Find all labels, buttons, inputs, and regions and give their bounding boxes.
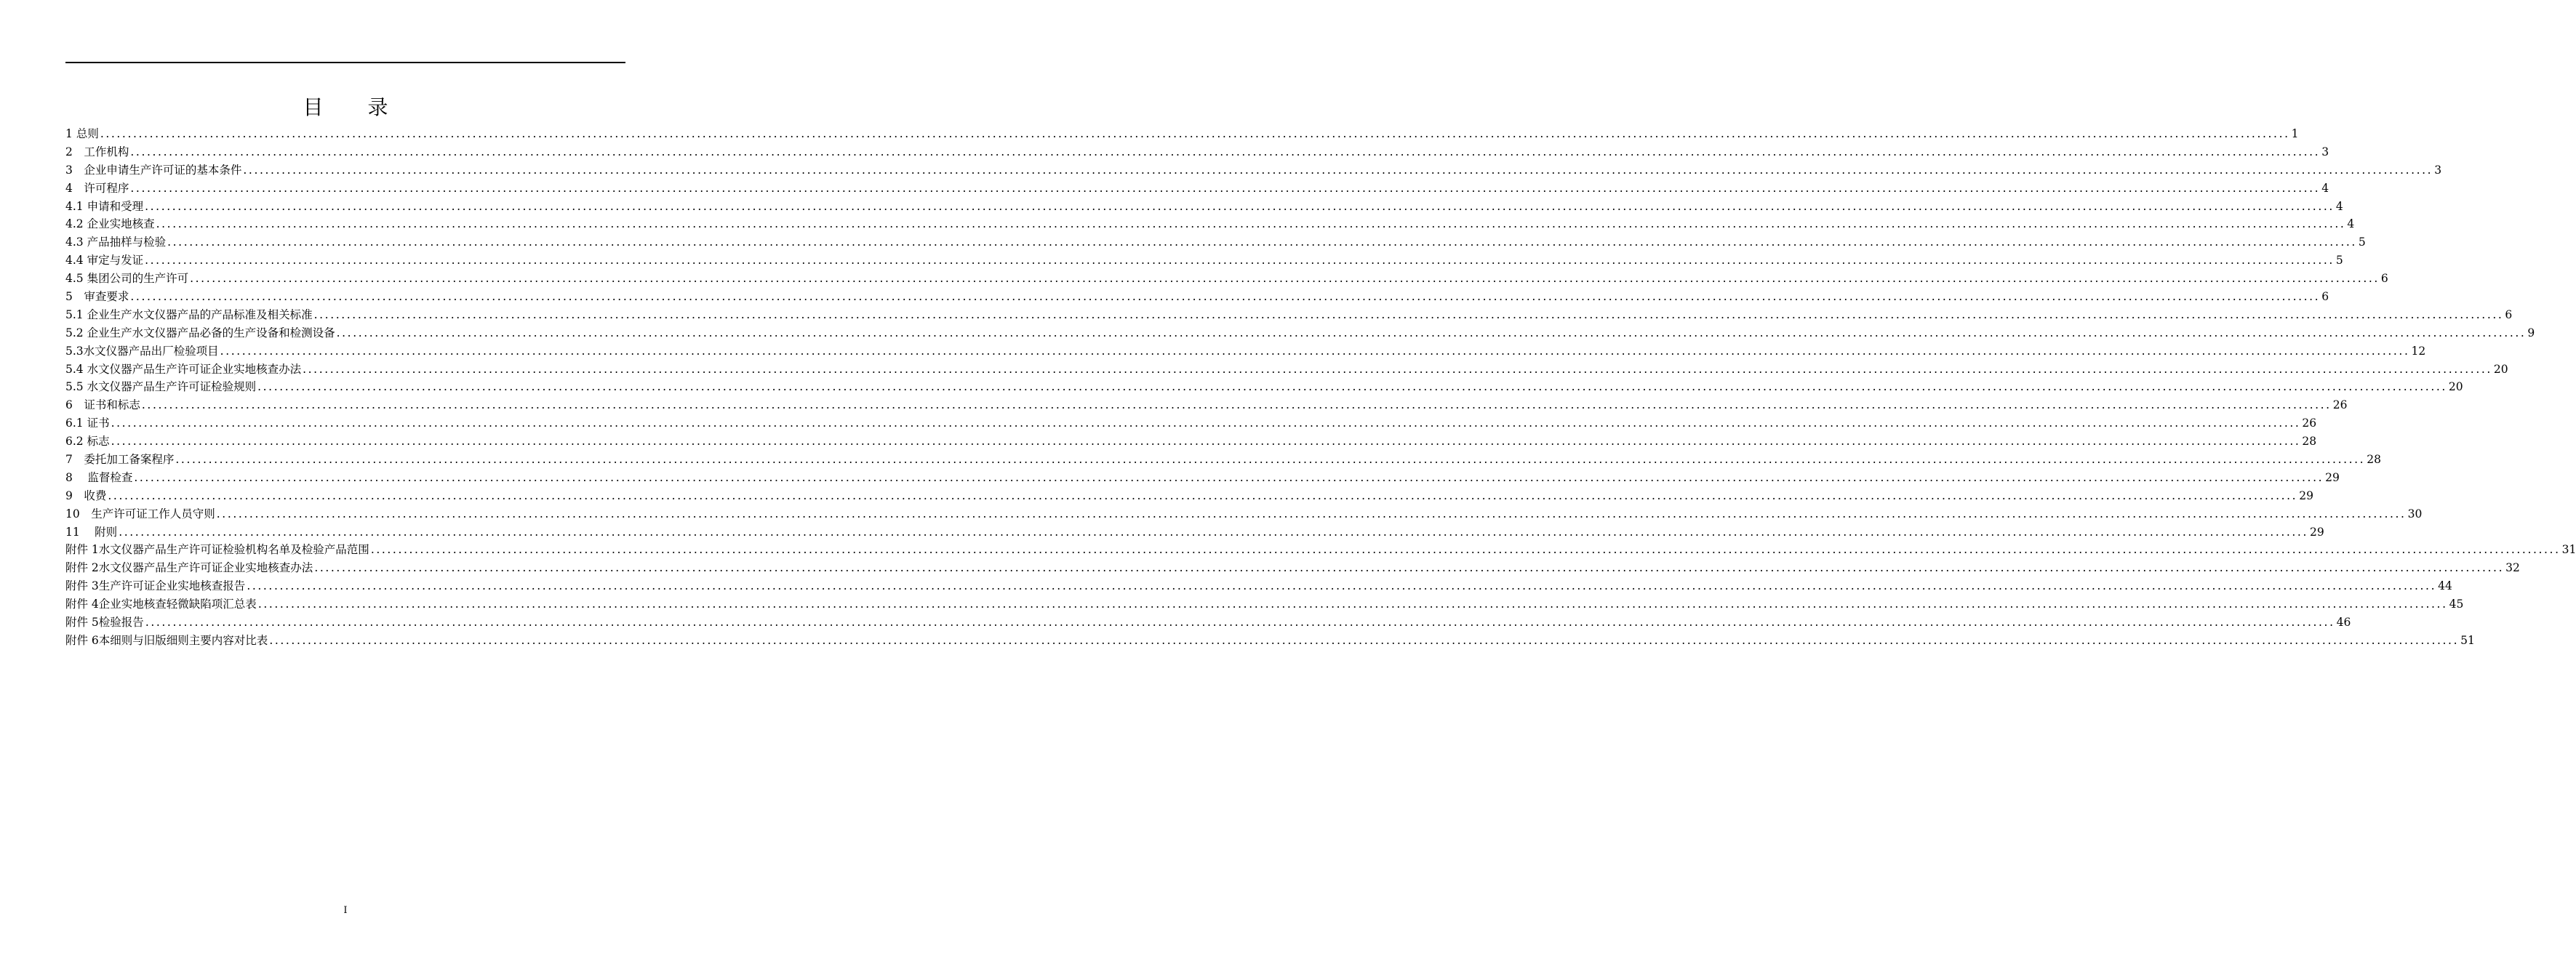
toc-entry[interactable] [65,342,2426,361]
toc-leader-dots: ................................................................................................................................................................................................................................................................................................................................................................................................................ [119,525,2308,539]
toc-entry-number: 4.1 [65,199,84,213]
toc-entry[interactable] [65,523,2324,542]
toc-entry-page: 20 [2448,380,2463,394]
toc-entry-number: 4.3 [65,236,84,249]
toc-entry-number: 5.4 [65,362,84,376]
toc-entry-number: 9 [65,488,73,502]
toc-leader-dots: ................................................................................................................................................................................................................................................................................................................................................................................................................ [269,633,2460,647]
toc-entry-number: 11 [65,525,80,539]
toc-leader-dots: ................................................................................................................................................................................................................................................................................................................................................................................................................ [220,344,2410,358]
toc-entry-label: 生产许可证工作人员守则 [91,507,215,520]
toc-entry[interactable] [65,361,2508,379]
toc-entry[interactable] [65,252,2343,270]
toc-entry-number: 5.3 [65,344,84,358]
toc-entry[interactable] [65,324,2535,342]
toc-entry-number: 5.1 [65,307,84,321]
toc-entry[interactable] [65,559,2520,577]
toc-leader-dots: ................................................................................................................................................................................................................................................................................................................................................................................................................ [243,163,2433,177]
toc-entry-label: 证书和标志 [84,398,140,412]
toc-entry-label: 产品抽样与检验 [87,236,167,249]
toc-entry-page: 32 [2505,561,2520,575]
toc-entry-label: 证书 [87,417,110,430]
toc-entry-page: 6 [2321,290,2329,304]
toc-leader-dots: ................................................................................................................................................................................................................................................................................................................................................................................................................ [314,561,2505,575]
toc-entry[interactable] [65,198,2343,216]
toc-entry-page: 26 [2302,417,2317,430]
toc-entry-number: 附件 6 [65,633,99,647]
toc-entry-page: 29 [2325,470,2340,484]
toc-entry-number: 7 [65,453,73,467]
toc-entry[interactable] [65,451,2381,469]
toc-entry-label: 监督检查 [87,470,133,484]
toc-entry[interactable] [65,632,2475,650]
toc-entry[interactable] [65,595,2464,614]
toc-entry-separator [73,396,84,414]
toc-entry-number: 附件 5 [65,616,99,630]
toc-leader-dots: ................................................................................................................................................................................................................................................................................................................................................................................................................ [313,307,2504,321]
toc-leader-dots: ................................................................................................................................................................................................................................................................................................................................................................................................................ [130,145,2321,158]
toc-entry-separator [73,288,84,306]
toc-entry-label: 标志 [87,435,110,449]
toc-entry-number: 附件 4 [65,598,99,611]
header-rule [65,62,625,63]
toc-entry-number: 附件 2 [65,561,99,575]
toc-entry-separator [80,523,95,542]
toc-leader-dots: ................................................................................................................................................................................................................................................................................................................................................................................................................ [134,470,2324,484]
toc-leader-dots: ................................................................................................................................................................................................................................................................................................................................................................................................................ [370,543,2561,557]
toc-entry-separator [73,469,87,487]
toc-entry-page: 12 [2411,344,2426,358]
toc-leader-dots: ................................................................................................................................................................................................................................................................................................................................................................................................................ [156,217,2346,231]
toc-entry-page: 30 [2407,507,2423,520]
toc-entry-label: 申请和受理 [87,199,144,213]
toc-entry-number: 6.2 [65,435,84,449]
toc-entry-page: 6 [2380,272,2388,286]
toc-entry[interactable] [65,505,2423,523]
toc-leader-dots: ................................................................................................................................................................................................................................................................................................................................................................................................................ [145,616,2335,630]
toc-entry[interactable] [65,180,2329,198]
toc-entry-label: 工作机构 [84,145,129,158]
toc-leader-dots: ................................................................................................................................................................................................................................................................................................................................................................................................................ [130,290,2321,304]
toc-entry-separator [73,143,84,161]
toc-entry-page: 28 [2302,435,2317,449]
toc-entry-number: 6 [65,398,73,412]
toc-entry[interactable] [65,614,2351,632]
toc-entry-page: 3 [2434,163,2442,177]
toc-entry-number: 附件 1 [65,543,99,557]
toc-entry-page: 1 [2291,127,2299,140]
toc-entry-number: 6.1 [65,417,84,430]
toc-entry[interactable] [65,469,2340,487]
toc-entry-label: 总则 [76,127,99,140]
toc-entry[interactable] [65,233,2366,252]
toc-leader-dots: ................................................................................................................................................................................................................................................................................................................................................................................................................ [257,380,2447,394]
toc-entry-label: 企业实地核查轻微缺陷项汇总表 [98,598,257,611]
toc-entry[interactable] [65,161,2442,180]
toc-leader-dots: ................................................................................................................................................................................................................................................................................................................................................................................................................ [303,362,2492,376]
toc-leader-dots: ................................................................................................................................................................................................................................................................................................................................................................................................................ [257,598,2448,611]
toc-entry[interactable] [65,125,2299,143]
toc-entry[interactable] [65,414,2317,433]
toc-entry[interactable] [65,541,2576,559]
toc-entry[interactable] [65,270,2388,288]
toc-entry[interactable] [65,487,2313,505]
toc-entry-label: 生产许可证企业实地核查报告 [98,579,246,593]
toc-entry-page: 5 [2358,236,2366,249]
toc-entry-page: 31 [2561,543,2576,557]
toc-entry-number: 4 [65,181,73,195]
toc-entry-label: 审查要求 [84,290,129,304]
toc-entry-page: 44 [2438,579,2452,593]
toc-leader-dots: ................................................................................................................................................................................................................................................................................................................................................................................................................ [145,254,2335,268]
toc-entry[interactable] [65,577,2452,595]
toc-entry-label: 检验报告 [98,616,144,630]
toc-entry-page: 9 [2527,326,2535,339]
toc-entry-page: 3 [2321,145,2329,158]
toc-entry-separator [80,505,92,523]
toc-entry-label: 水文仪器产品生产许可证企业实地核查办法 [87,362,302,376]
toc-entry-label: 收费 [84,488,107,502]
toc-entry-separator [73,487,84,505]
toc-entry-label: 集团公司的生产许可 [87,272,189,286]
toc-entry-number: 4.4 [65,254,84,268]
toc-entry-number: 5.2 [65,326,84,339]
toc-entry-number: 4.5 [65,272,84,286]
toc-entry-page: 46 [2336,616,2351,630]
toc-entry-number: 4.2 [65,217,84,231]
toc-entry-number: 5 [65,290,73,304]
toc-entry-page: 20 [2493,362,2508,376]
toc-entry-number: 2 [65,145,73,158]
toc-entry-page: 29 [2310,525,2324,539]
toc-entry-page: 5 [2335,254,2343,268]
toc-entry-page: 26 [2332,398,2348,412]
toc-entry[interactable] [65,306,2513,324]
toc-entry-label: 企业生产水文仪器产品必备的生产设备和检测设备 [87,326,335,339]
toc-entry-label: 委托加工备案程序 [84,453,175,467]
toc-leader-dots: ................................................................................................................................................................................................................................................................................................................................................................................................................ [141,398,2332,412]
toc-entry-page: 51 [2460,633,2475,647]
toc-entry-page: 6 [2505,307,2513,321]
toc-entry-label: 企业实地核查 [87,217,155,231]
toc-leader-dots: ................................................................................................................................................................................................................................................................................................................................................................................................................ [247,579,2437,593]
toc-entry[interactable] [65,288,2329,306]
toc-entry-label: 水文仪器产品生产许可证企业实地核查办法 [98,561,313,575]
toc-entry-label: 企业申请生产许可证的基本条件 [84,163,242,177]
toc-entry-page: 29 [2299,488,2313,502]
toc-entry-number: 10 [65,507,80,520]
toc-entry-page: 45 [2449,598,2464,611]
toc-entry-number: 附件 3 [65,579,99,593]
toc-entry-number: 1 [65,127,73,140]
toc-entry-page: 4 [2321,181,2329,195]
toc-leader-dots: ................................................................................................................................................................................................................................................................................................................................................................................................................ [216,507,2407,520]
toc-entry-number: 8 [65,470,73,484]
toc-leader-dots: ................................................................................................................................................................................................................................................................................................................................................................................................................ [175,453,2366,467]
toc-leader-dots: ................................................................................................................................................................................................................................................................................................................................................................................................................ [190,272,2380,286]
toc-entry[interactable] [65,215,2355,233]
toc-entry-label: 本细则与旧版细则主要内容对比表 [98,633,268,647]
toc-entry[interactable] [65,378,2463,396]
page-title: 目 录 [303,95,407,119]
toc-leader-dots: ................................................................................................................................................................................................................................................................................................................................................................................................................ [130,181,2321,195]
toc-entry-number: 3 [65,163,73,177]
toc-entry-label: 水文仪器产品生产许可证检验规则 [87,380,257,394]
toc-entry-separator [73,451,84,469]
toc-entry-page: 4 [2335,199,2343,213]
toc-leader-dots: ................................................................................................................................................................................................................................................................................................................................................................................................................ [108,488,2298,502]
toc-leader-dots: ................................................................................................................................................................................................................................................................................................................................................................................................................ [111,435,2301,449]
toc-entry-label: 审定与发证 [87,254,144,268]
page-number: I [343,905,348,916]
toc-entry-label: 许可程序 [84,181,129,195]
toc-leader-dots: ................................................................................................................................................................................................................................................................................................................................................................................................................ [111,417,2301,430]
toc-entry[interactable] [65,143,2329,161]
toc-entry-label: 企业生产水文仪器产品的产品标准及相关标准 [87,307,313,321]
table-of-contents [65,125,2576,650]
toc-leader-dots: ................................................................................................................................................................................................................................................................................................................................................................................................................ [145,199,2335,213]
toc-entry-label: 水文仪器产品出厂检验项目 [83,344,219,358]
toc-leader-dots: ................................................................................................................................................................................................................................................................................................................................................................................................................ [100,127,2290,140]
toc-entry[interactable] [65,396,2348,414]
toc-leader-dots: ................................................................................................................................................................................................................................................................................................................................................................................................................ [167,236,2357,249]
toc-entry-page: 4 [2347,217,2355,231]
toc-entry-separator [73,180,84,198]
toc-entry-label: 水文仪器产品生产许可证检验机构名单及检验产品范围 [98,543,369,557]
toc-leader-dots: ................................................................................................................................................................................................................................................................................................................................................................................................................ [336,326,2527,339]
toc-entry-label: 附则 [95,525,118,539]
toc-entry-separator [73,161,84,180]
toc-entry-number: 5.5 [65,380,84,394]
toc-entry[interactable] [65,433,2317,451]
toc-entry-page: 28 [2367,453,2381,467]
